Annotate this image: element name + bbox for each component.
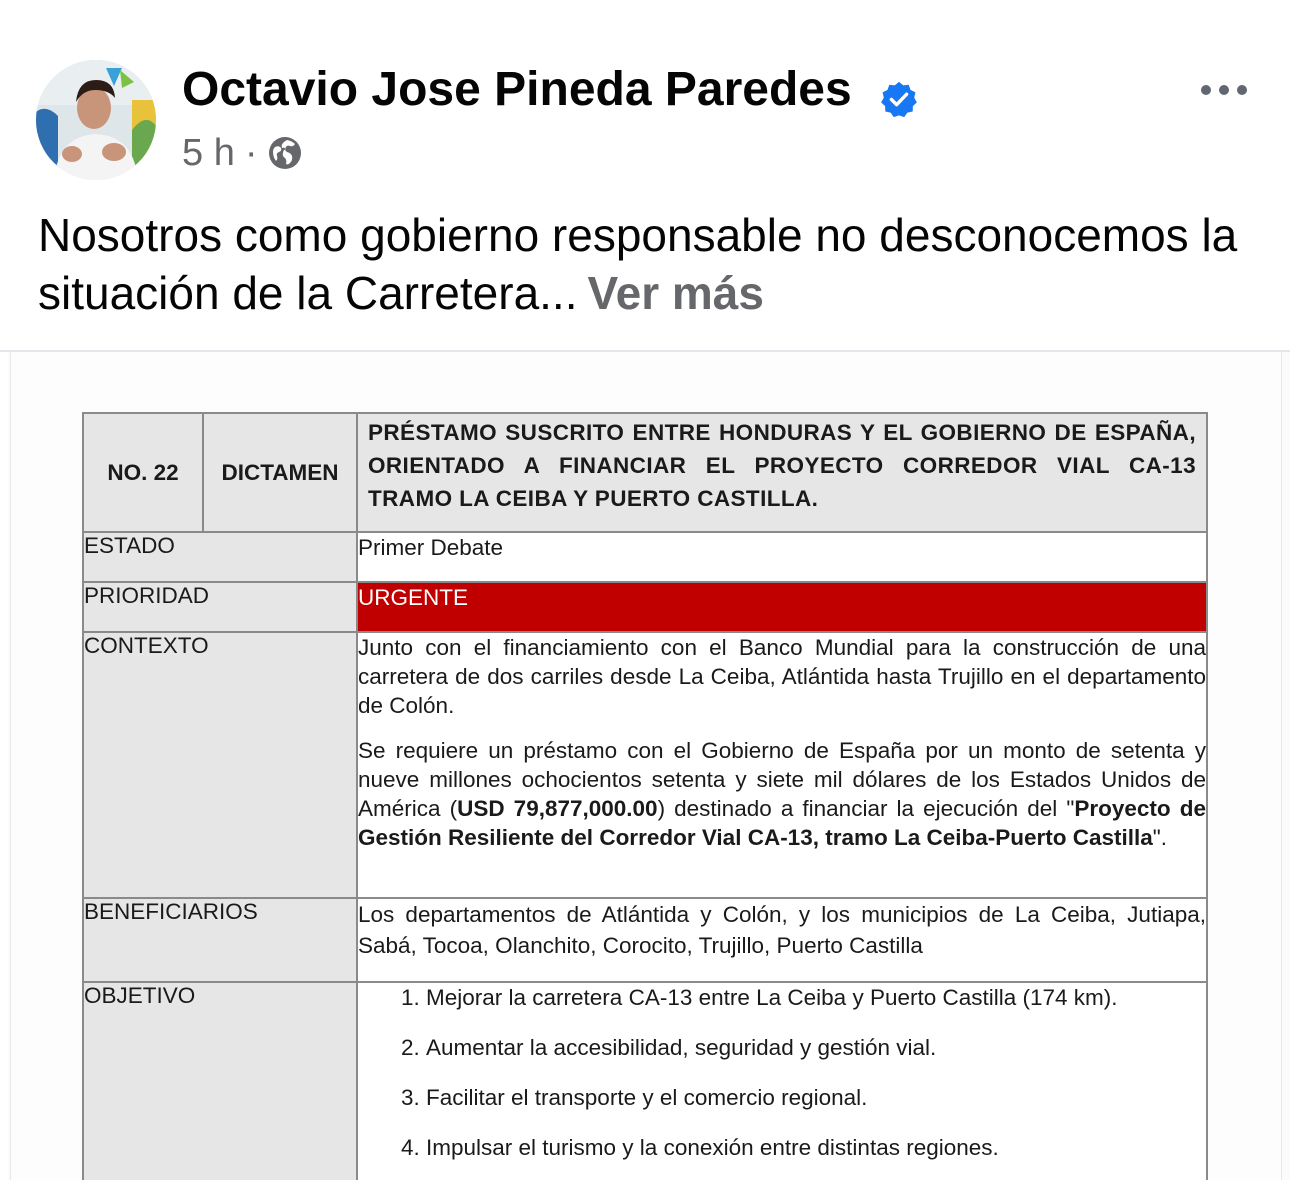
meta-separator: ·: [244, 131, 258, 174]
list-item: 3. Facilitar el transporte y el comercio regional.: [426, 1083, 1206, 1112]
post-header: [0, 0, 1290, 200]
globe-icon[interactable]: [267, 135, 303, 171]
contexto-paragraph-1: Junto con el financiamiento con el Banco Mundial para la construcción de una carretera de dos carriles desde La Ceiba, Atlántida hasta Trujillo en el departamento de Colón.: [358, 635, 1206, 718]
list-item: 2. Aumentar la accesibilidad, seguridad y gestión vial.: [426, 1033, 1206, 1062]
beneficiarios-value: Los departamentos de Atlántida y Colón, y los municipios de La Ceiba, Jutiapa, Sabá, Tocoa, Olanchito, Corocito, Trujillo, Puerto Castilla: [357, 898, 1207, 982]
post-timestamp[interactable]: 5 h: [182, 131, 235, 174]
more-options-icon[interactable]: [1198, 80, 1250, 100]
objetivos-list: [358, 983, 1206, 1162]
attached-document-image[interactable]: [8, 352, 1290, 1180]
table-header-row: [83, 413, 1207, 532]
beneficiarios-label: BENEFICIARIOS: [83, 898, 357, 982]
post-text: [38, 206, 1268, 322]
post-meta: [182, 130, 303, 176]
post-message: Nosotros como gobierno responsable no desconocemos la situación de la Carretera...: [38, 209, 1238, 319]
table-row: [83, 582, 1207, 632]
project-name: Proyecto de Gestión Resiliente del Corredor Vial CA-13, tramo La Ceiba-Puerto Castilla: [358, 796, 1206, 850]
verified-badge-icon: [880, 80, 918, 118]
table-row: [83, 532, 1207, 582]
contexto-text-c: ".: [1152, 825, 1168, 850]
contexto-text-a: Se requiere un préstamo con el Gobierno de España por un monto de setenta y nueve millones ochocientos setenta y siete mil dólares de los Estados Unidos de América (: [358, 738, 1206, 821]
dictamen-kind: DICTAMEN: [203, 413, 357, 532]
estado-label: ESTADO: [83, 532, 357, 582]
dictamen-title: PRÉSTAMO SUSCRITO ENTRE HONDURAS Y EL GOBIERNO DE ESPAÑA, ORIENTADO A FINANCIAR EL PROYECTO CORREDOR VIAL CA-13 TRAMO LA CEIBA Y PUERTO CASTILLA.: [357, 413, 1207, 532]
contexto-text-b: ) destinado a financiar la ejecución del ": [657, 796, 1075, 821]
see-more-link[interactable]: Ver más: [587, 267, 764, 319]
dictamen-number: NO. 22: [83, 413, 203, 532]
list-item: 1. Mejorar la carretera CA-13 entre La Ceiba y Puerto Castilla (174 km).: [426, 983, 1206, 1012]
author-avatar[interactable]: [36, 60, 156, 180]
author-name[interactable]: Octavio Jose Pineda Paredes: [182, 63, 852, 116]
dictamen-table: [82, 412, 1208, 1180]
contexto-label: CONTEXTO: [83, 632, 357, 898]
prioridad-value: URGENTE: [357, 582, 1207, 632]
estado-value: Primer Debate: [357, 532, 1207, 582]
list-item: 4. Impulsar el turismo y la conexión entre distintas regiones.: [426, 1133, 1206, 1162]
contexto-paragraph-2: [358, 736, 1206, 852]
table-row: [83, 632, 1207, 898]
table-row: [83, 982, 1207, 1180]
loan-amount: USD 79,877,000.00: [457, 796, 658, 821]
table-row: [83, 898, 1207, 982]
objetivo-label: OBJETIVO: [83, 982, 357, 1180]
prioridad-label: PRIORIDAD: [83, 582, 357, 632]
avatar-photo: [36, 60, 156, 180]
contexto-value: [357, 632, 1207, 898]
objetivo-value: [357, 982, 1207, 1180]
